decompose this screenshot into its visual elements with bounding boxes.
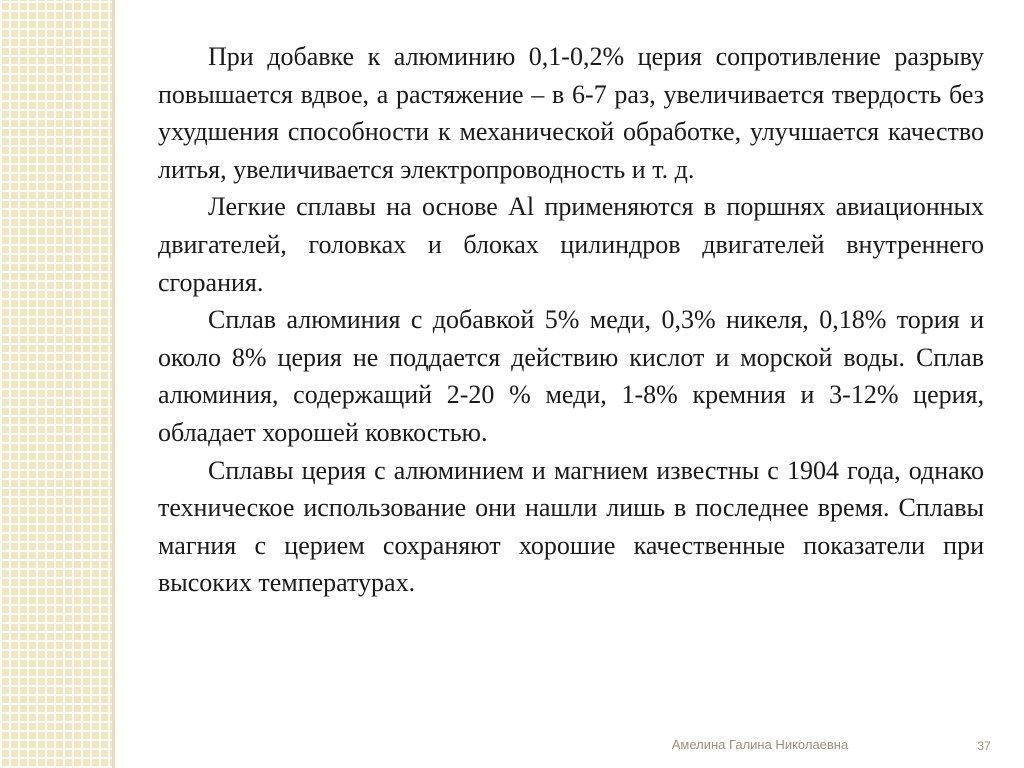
- decorative-side-pattern: [0, 0, 112, 768]
- page-number: 37: [977, 739, 991, 753]
- paragraph-4: Сплавы церия с алюминием и магнием известны с 1904 года, однако техническое использование они нашли лишь в последнее время. Сплавы магния с церием сохраняют хорошие качественные показатели при высоких температурах.: [158, 455, 984, 598]
- paragraph-1: При добавке к алюминию 0,1-0,2% церия сопротивление разрыву повышается вдвое, а растяжение – в 6-7 раз, увеличивается твердость без ухудшения способности к механической обработке, улучшается качество литья, увеличивается электропроводность и т. д.: [158, 42, 984, 184]
- paragraph-3: Сплав алюминия с добавкой 5% меди, 0,3% никеля, 0,18% тория и около 8% церия не поддается действию кислот и морской воды. Сплав алюминия, содержащий 2-20 % меди, 1-8% кремния и 3-12% церия, обладает хорошей ковкостью.: [158, 305, 984, 447]
- slide-body-text: [158, 38, 984, 602]
- paragraph-2: Легкие сплавы на основе Al применяются в поршнях авиационных двигателей, головках и блоках цилиндров двигателей внутреннего сгорания.: [158, 192, 984, 297]
- footer-author: Амелина Галина Николаевна: [671, 737, 849, 752]
- side-divider: [112, 0, 115, 768]
